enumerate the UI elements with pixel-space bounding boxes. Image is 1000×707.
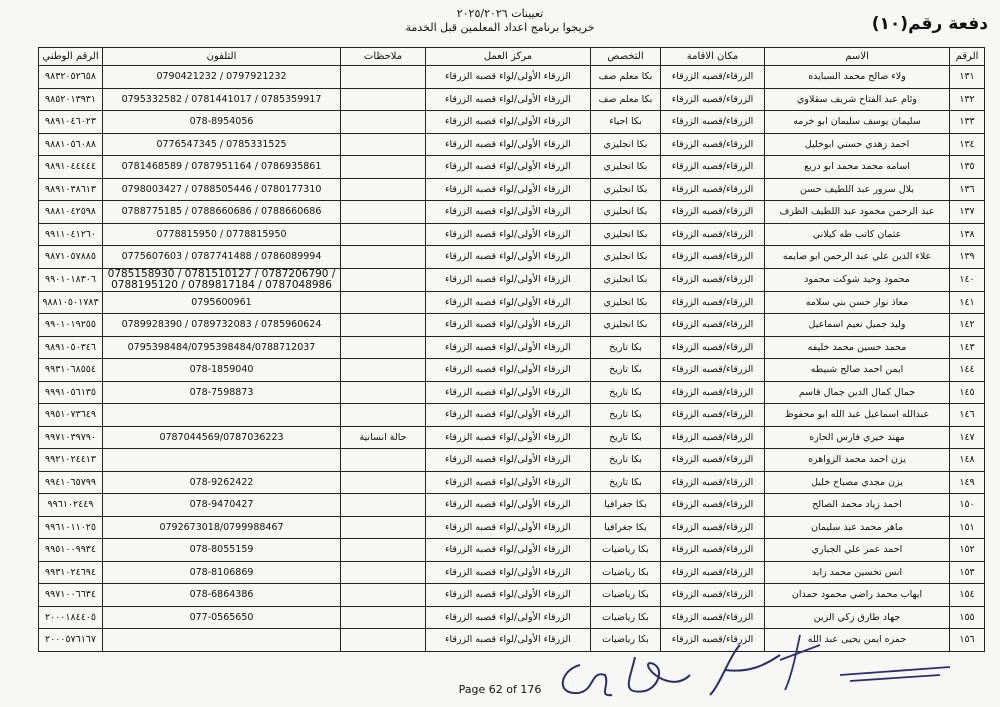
residence-cell: الزرقاء/قصبه الزرقاء	[661, 359, 765, 382]
national-id-cell: ٩٩٣١٠٢٤٦٩٤	[39, 561, 103, 584]
row-number-cell: ١٥٠	[950, 494, 985, 517]
specialization-cell: بكا تاريخ	[591, 359, 661, 382]
name-cell: ماهر محمد عبد سليمان	[765, 516, 950, 539]
phone-cell: 0790421232 / 0797921232	[103, 66, 341, 89]
page-number: Page 62 of 176	[458, 683, 542, 696]
notes-cell	[341, 629, 426, 652]
row-number-cell: ١٣٢	[950, 88, 985, 111]
specialization-cell: بكا جغرافيا	[591, 494, 661, 517]
phone-cell	[103, 629, 341, 652]
name-cell: يزن مجدي مصباح خليل	[765, 471, 950, 494]
national-id-cell: ٩٩٤١٠٦٥٧٩٩	[39, 471, 103, 494]
name-cell: عبدالله اسماعيل عبد الله ابو محفوظ	[765, 404, 950, 427]
specialization-cell: بكا رياضيات	[591, 539, 661, 562]
row-number-cell: ١٣٣	[950, 111, 985, 134]
name-cell: وليد جميل نعيم اسماعيل	[765, 314, 950, 337]
phone-cell	[103, 404, 341, 427]
notes-cell	[341, 246, 426, 269]
national-id-cell: ٩٨٩١٠٥٠٣٤٦	[39, 336, 103, 359]
residence-cell: الزرقاء/قصبه الزرقاء	[661, 494, 765, 517]
specialization-cell: بكا معلم صف	[591, 66, 661, 89]
phone-cell: 0795398484/0795398484/0788712037	[103, 336, 341, 359]
row-number-cell: ١٣٩	[950, 246, 985, 269]
specialization-cell: بكا تاريخ	[591, 404, 661, 427]
workplace-cell: الزرقاء الأولى/لواء قصبه الزرقاء	[426, 223, 591, 246]
notes-cell	[341, 561, 426, 584]
notes-cell	[341, 449, 426, 472]
row-number-cell: ١٤٩	[950, 471, 985, 494]
notes-cell	[341, 314, 426, 337]
phone-cell: 0775607603 / 0787741488 / 0786089994	[103, 246, 341, 269]
national-id-cell: ٩٨٣٢٠٥٢٦٥٨	[39, 66, 103, 89]
notes-cell	[341, 66, 426, 89]
col-notes: ملاحظات	[341, 48, 426, 66]
table-row	[39, 426, 985, 449]
national-id-cell: ٩٨٩١٠٤٤٤٤٤	[39, 156, 103, 179]
workplace-cell: الزرقاء الأولى/لواء قصبه الزرقاء	[426, 156, 591, 179]
row-number-cell: ١٤٤	[950, 359, 985, 382]
workplace-cell: الزرقاء الأولى/لواء قصبه الزرقاء	[426, 494, 591, 517]
table-row	[39, 223, 985, 246]
notes-cell	[341, 336, 426, 359]
specialization-cell: بكا انجليزي	[591, 246, 661, 269]
col-specialization: التخصص	[591, 48, 661, 66]
residence-cell: الزرقاء/قصبه الزرقاء	[661, 516, 765, 539]
table-row	[39, 516, 985, 539]
table-row	[39, 111, 985, 134]
row-number-cell: ١٣٥	[950, 156, 985, 179]
specialization-cell: بكا انجليزي	[591, 156, 661, 179]
residence-cell: الزرقاء/قصبه الزرقاء	[661, 449, 765, 472]
residence-cell: الزرقاء/قصبه الزرقاء	[661, 629, 765, 652]
national-id-cell: ٩٩٢١٠٢٤٤١٣	[39, 449, 103, 472]
phone-cell: 078-8055159	[103, 539, 341, 562]
workplace-cell: الزرقاء الأولى/لواء قصبه الزرقاء	[426, 404, 591, 427]
specialization-cell: بكا تاريخ	[591, 426, 661, 449]
col-phone: التلفون	[103, 48, 341, 66]
workplace-cell: الزرقاء الأولى/لواء قصبه الزرقاء	[426, 88, 591, 111]
specialization-cell: بكا تاريخ	[591, 471, 661, 494]
phone-cell: 0778815950 / 0778815950	[103, 223, 341, 246]
table-row	[39, 494, 985, 517]
row-number-cell: ١٤٣	[950, 336, 985, 359]
name-cell: سليمان يوسف سليمان ابو خرمه	[765, 111, 950, 134]
col-workplace: مركز العمل	[426, 48, 591, 66]
national-id-cell: ٩٨٨١٠٥٠١٧٨٣	[39, 291, 103, 314]
national-id-cell: ٩٨٧١٠٥٧٨٨٥	[39, 246, 103, 269]
row-number-cell: ١٣٦	[950, 178, 985, 201]
phone-cell: 078-1859040	[103, 359, 341, 382]
phone-cell: 0787044569/0787036223	[103, 426, 341, 449]
national-id-cell: ٩٩٣١٠٦٨٥٥٤	[39, 359, 103, 382]
notes-cell	[341, 88, 426, 111]
workplace-cell: الزرقاء الأولى/لواء قصبه الزرقاء	[426, 314, 591, 337]
phone-cell: 0785158930 / 0781510127 / 0787206790 / 0788195120 / 0789817184 / 0787048986	[103, 268, 341, 291]
document-header	[0, 4, 1000, 48]
name-cell: مهند خيري فارس الحاره	[765, 426, 950, 449]
phone-cell: 0788775185 / 0788660686 / 0788660686	[103, 201, 341, 224]
row-number-cell: ١٥٥	[950, 606, 985, 629]
workplace-cell: الزرقاء الأولى/لواء قصبه الزرقاء	[426, 178, 591, 201]
document-title: تعيينات ٢٠٢٥/٢٠٢٦	[456, 7, 544, 20]
row-number-cell: ١٥٣	[950, 561, 985, 584]
workplace-cell: الزرقاء الأولى/لواء قصبه الزرقاء	[426, 381, 591, 404]
residence-cell: الزرقاء/قصبه الزرقاء	[661, 561, 765, 584]
row-number-cell: ١٣١	[950, 66, 985, 89]
name-cell: جهاد طارق زكي الزين	[765, 606, 950, 629]
name-cell: حمزه ايمن يحيى عبد الله	[765, 629, 950, 652]
phone-cell: 0795332582 / 0781441017 / 0785359917	[103, 88, 341, 111]
phone-cell: 0781468589 / 0787951164 / 0786935861	[103, 156, 341, 179]
phone-cell: 078-8106869	[103, 561, 341, 584]
workplace-cell: الزرقاء الأولى/لواء قصبه الزرقاء	[426, 561, 591, 584]
row-number-cell: ١٥٤	[950, 584, 985, 607]
notes-cell	[341, 539, 426, 562]
table-row	[39, 291, 985, 314]
notes-cell	[341, 404, 426, 427]
specialization-cell: بكا انجليزي	[591, 133, 661, 156]
phone-cell: 0789928390 / 0789732083 / 0785960624	[103, 314, 341, 337]
notes-cell: حالة انسانية	[341, 426, 426, 449]
row-number-cell: ١٤٥	[950, 381, 985, 404]
notes-cell	[341, 201, 426, 224]
specialization-cell: بكا انجليزي	[591, 178, 661, 201]
notes-cell	[341, 381, 426, 404]
national-id-cell: ٩٨٨١٠٤٢٥٩٨	[39, 201, 103, 224]
residence-cell: الزرقاء/قصبه الزرقاء	[661, 291, 765, 314]
notes-cell	[341, 471, 426, 494]
col-name: الاسم	[765, 48, 950, 66]
workplace-cell: الزرقاء الأولى/لواء قصبه الزرقاء	[426, 539, 591, 562]
specialization-cell: بكا جغرافيا	[591, 516, 661, 539]
national-id-cell: ٩٩٧١٠٠٦٦٣٤	[39, 584, 103, 607]
name-cell: وئام عبد الفتاح شريف سقلاوي	[765, 88, 950, 111]
table-row	[39, 336, 985, 359]
phone-cell: 078-9262422	[103, 471, 341, 494]
phone-cell: 0776547345 / 0785331525	[103, 133, 341, 156]
residence-cell: الزرقاء/قصبه الزرقاء	[661, 606, 765, 629]
row-number-cell: ١٣٧	[950, 201, 985, 224]
name-cell: يزن احمد محمد الزواهره	[765, 449, 950, 472]
table-row	[39, 359, 985, 382]
phone-cell: 0792673018/0799988467	[103, 516, 341, 539]
name-cell: احمد زهدي حسني ابوخليل	[765, 133, 950, 156]
col-residence: مكان الاقامة	[661, 48, 765, 66]
phone-cell: 078-9470427	[103, 494, 341, 517]
row-number-cell: ١٤٢	[950, 314, 985, 337]
row-number-cell: ١٤٦	[950, 404, 985, 427]
table-row	[39, 584, 985, 607]
name-cell: محمود وحيد شوكت محمود	[765, 268, 950, 291]
phone-cell: 078-6864386	[103, 584, 341, 607]
table-row	[39, 178, 985, 201]
residence-cell: الزرقاء/قصبه الزرقاء	[661, 471, 765, 494]
national-id-cell: ٢٠٠٠١٨٤٤٠٥	[39, 606, 103, 629]
workplace-cell: الزرقاء الأولى/لواء قصبه الزرقاء	[426, 629, 591, 652]
national-id-cell: ٩٩٠١٠١٨٣٠٦	[39, 268, 103, 291]
row-number-cell: ١٥١	[950, 516, 985, 539]
workplace-cell: الزرقاء الأولى/لواء قصبه الزرقاء	[426, 246, 591, 269]
notes-cell	[341, 223, 426, 246]
workplace-cell: الزرقاء الأولى/لواء قصبه الزرقاء	[426, 291, 591, 314]
name-cell: عبد الرحمن محمود عبد اللطيف الظرف	[765, 201, 950, 224]
table-row	[39, 156, 985, 179]
name-cell: ايهاب محمد راضي محمود حمدان	[765, 584, 950, 607]
table-body	[39, 66, 985, 652]
residence-cell: الزرقاء/قصبه الزرقاء	[661, 584, 765, 607]
notes-cell	[341, 516, 426, 539]
notes-cell	[341, 584, 426, 607]
row-number-cell: ١٤١	[950, 291, 985, 314]
specialization-cell: بكا معلم صف	[591, 88, 661, 111]
specialization-cell: بكا انجليزي	[591, 314, 661, 337]
national-id-cell: ٩٩٧١٠٣٩٧٩٠	[39, 426, 103, 449]
national-id-cell: ٩٩٥١٠٠٩٩٣٤	[39, 539, 103, 562]
residence-cell: الزرقاء/قصبه الزرقاء	[661, 156, 765, 179]
residence-cell: الزرقاء/قصبه الزرقاء	[661, 133, 765, 156]
specialization-cell: بكا انجليزي	[591, 291, 661, 314]
residence-cell: الزرقاء/قصبه الزرقاء	[661, 178, 765, 201]
name-cell: انس تحسين محمد زايد	[765, 561, 950, 584]
residence-cell: الزرقاء/قصبه الزرقاء	[661, 381, 765, 404]
specialization-cell: بكا تاريخ	[591, 381, 661, 404]
specialization-cell: بكا انجليزي	[591, 268, 661, 291]
table-row	[39, 539, 985, 562]
workplace-cell: الزرقاء الأولى/لواء قصبه الزرقاء	[426, 111, 591, 134]
specialization-cell: بكا تاريخ	[591, 449, 661, 472]
table-row	[39, 268, 985, 291]
residence-cell: الزرقاء/قصبه الزرقاء	[661, 66, 765, 89]
name-cell: احمد عمر علي الجباري	[765, 539, 950, 562]
col-national-id: الرقم الوطني	[39, 48, 103, 66]
workplace-cell: الزرقاء الأولى/لواء قصبه الزرقاء	[426, 426, 591, 449]
national-id-cell: ٩٩٦١٠١١٠٢٥	[39, 516, 103, 539]
residence-cell: الزرقاء/قصبه الزرقاء	[661, 246, 765, 269]
residence-cell: الزرقاء/قصبه الزرقاء	[661, 111, 765, 134]
row-number-cell: ١٥٢	[950, 539, 985, 562]
residence-cell: الزرقاء/قصبه الزرقاء	[661, 201, 765, 224]
name-cell: بلال سرور عبد اللطيف حسن	[765, 178, 950, 201]
workplace-cell: الزرقاء الأولى/لواء قصبه الزرقاء	[426, 201, 591, 224]
table-row	[39, 133, 985, 156]
national-id-cell: ٩٨٥٢٠١٣٩٣١	[39, 88, 103, 111]
name-cell: اسامه محمد محمد ابو دربع	[765, 156, 950, 179]
workplace-cell: الزرقاء الأولى/لواء قصبه الزرقاء	[426, 449, 591, 472]
specialization-cell: بكا رياضيات	[591, 584, 661, 607]
row-number-cell: ١٣٨	[950, 223, 985, 246]
name-cell: معاذ نوار حسن بني سلامه	[765, 291, 950, 314]
national-id-cell: ٩٩٥١٠٧٣٦٤٩	[39, 404, 103, 427]
specialization-cell: بكا احياء	[591, 111, 661, 134]
table-row	[39, 246, 985, 269]
notes-cell	[341, 178, 426, 201]
row-number-cell: ١٤٧	[950, 426, 985, 449]
national-id-cell: ٩٨٨١٠٥٦٠٨٨	[39, 133, 103, 156]
workplace-cell: الزرقاء الأولى/لواء قصبه الزرقاء	[426, 336, 591, 359]
col-num: الرقم	[950, 48, 985, 66]
phone-cell: 077-0565650	[103, 606, 341, 629]
national-id-cell: ٩٩٦١٠٢٤٤٩	[39, 494, 103, 517]
residence-cell: الزرقاء/قصبه الزرقاء	[661, 336, 765, 359]
table-row	[39, 201, 985, 224]
notes-cell	[341, 359, 426, 382]
document-subtitle: خريجوا برنامج اعداد المعلمين قبل الخدمة	[405, 21, 595, 34]
notes-cell	[341, 156, 426, 179]
residence-cell: الزرقاء/قصبه الزرقاء	[661, 539, 765, 562]
residence-cell: الزرقاء/قصبه الزرقاء	[661, 268, 765, 291]
appointments-table	[38, 47, 985, 652]
workplace-cell: الزرقاء الأولى/لواء قصبه الزرقاء	[426, 268, 591, 291]
phone-cell	[103, 449, 341, 472]
specialization-cell: بكا رياضيات	[591, 606, 661, 629]
specialization-cell: بكا رياضيات	[591, 629, 661, 652]
name-cell: علاء الدين علي عبد الرحمن ابو صايمه	[765, 246, 950, 269]
row-number-cell: ١٣٤	[950, 133, 985, 156]
name-cell: جمال كمال الدين جمال قاسم	[765, 381, 950, 404]
residence-cell: الزرقاء/قصبه الزرقاء	[661, 314, 765, 337]
workplace-cell: الزرقاء الأولى/لواء قصبه الزرقاء	[426, 584, 591, 607]
notes-cell	[341, 111, 426, 134]
workplace-cell: الزرقاء الأولى/لواء قصبه الزرقاء	[426, 471, 591, 494]
national-id-cell: ٢٠٠٠٥٧٦١٦٧	[39, 629, 103, 652]
row-number-cell: ١٥٦	[950, 629, 985, 652]
specialization-cell: بكا انجليزي	[591, 223, 661, 246]
specialization-cell: بكا رياضيات	[591, 561, 661, 584]
residence-cell: الزرقاء/قصبه الزرقاء	[661, 88, 765, 111]
row-number-cell: ١٤٨	[950, 449, 985, 472]
phone-cell: 0798003427 / 0788505446 / 0780177310	[103, 178, 341, 201]
phone-cell: 078-8954056	[103, 111, 341, 134]
name-cell: عثمان كاتب طه كيلاني	[765, 223, 950, 246]
row-number-cell: ١٤٠	[950, 268, 985, 291]
notes-cell	[341, 291, 426, 314]
residence-cell: الزرقاء/قصبه الزرقاء	[661, 223, 765, 246]
workplace-cell: الزرقاء الأولى/لواء قصبه الزرقاء	[426, 133, 591, 156]
phone-cell: 0795600961	[103, 291, 341, 314]
table-row	[39, 471, 985, 494]
table-row	[39, 449, 985, 472]
table-row	[39, 561, 985, 584]
table-header-row	[39, 48, 985, 66]
table-row	[39, 404, 985, 427]
phone-cell: 078-7598873	[103, 381, 341, 404]
table-row	[39, 314, 985, 337]
table-row	[39, 66, 985, 89]
name-cell: احمد زياد محمد الصالح	[765, 494, 950, 517]
national-id-cell: ٩٩٩١٠٥٦١٣٥	[39, 381, 103, 404]
national-id-cell: ٩٨٩١٠٤٦٠٢٣	[39, 111, 103, 134]
residence-cell: الزرقاء/قصبه الزرقاء	[661, 404, 765, 427]
notes-cell	[341, 133, 426, 156]
workplace-cell: الزرقاء الأولى/لواء قصبه الزرقاء	[426, 359, 591, 382]
name-cell: ايمن احمد صالح شبيطه	[765, 359, 950, 382]
notes-cell	[341, 494, 426, 517]
name-cell: محمد حسين محمد خليفه	[765, 336, 950, 359]
workplace-cell: الزرقاء الأولى/لواء قصبه الزرقاء	[426, 606, 591, 629]
workplace-cell: الزرقاء الأولى/لواء قصبه الزرقاء	[426, 66, 591, 89]
specialization-cell: بكا تاريخ	[591, 336, 661, 359]
national-id-cell: ٩٩٠١٠١٩٢٥٥	[39, 314, 103, 337]
residence-cell: الزرقاء/قصبه الزرقاء	[661, 426, 765, 449]
workplace-cell: الزرقاء الأولى/لواء قصبه الزرقاء	[426, 516, 591, 539]
notes-cell	[341, 268, 426, 291]
specialization-cell: بكا انجليزي	[591, 201, 661, 224]
national-id-cell: ٩٩١١٠٤١٢٦٠	[39, 223, 103, 246]
table-row	[39, 381, 985, 404]
table-row	[39, 88, 985, 111]
batch-number: دفعة رقم(١٠)	[871, 14, 988, 34]
national-id-cell: ٩٨٩١٠٣٨٦١٣	[39, 178, 103, 201]
name-cell: ولاء صالح محمد السبايده	[765, 66, 950, 89]
notes-cell	[341, 606, 426, 629]
